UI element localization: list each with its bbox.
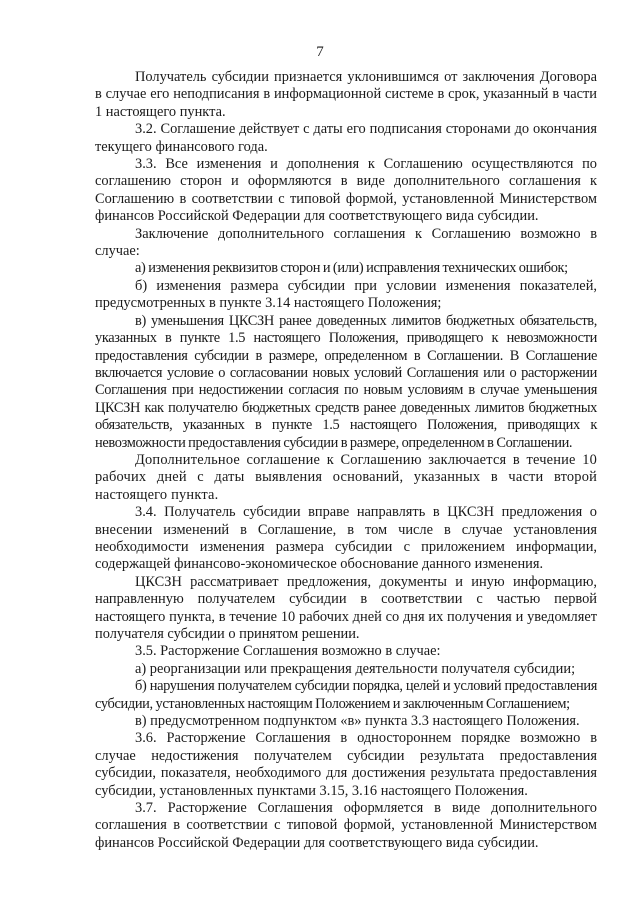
- page-number: 7: [316, 44, 324, 60]
- list-item-3-3-v: в) уменьшения ЦКСЗН ранее доведенных лимитов бюджетных обязательств, указанных в пункте 1.5 настоящего Положения, приводящего к невозможности предоставления субсидии в размере, определенном в Соглашении. В Соглашение включается условие о согласовании новых условий Соглашения или о расторжении Соглашения при недостижении согласия по новым условиям в случае уменьшения ЦКСЗН как получателю бюджетных средств ранее доведенных лимитов бюджетных обязательств, указанных в пункте 1.5 настоящего Положения, приводящих к невозможности предоставления субсидии в размере, определенном в Соглашении.: [95, 312, 597, 451]
- paragraph-3-5: 3.5. Расторжение Соглашения возможно в случае:: [135, 643, 441, 660]
- paragraph-3-2: 3.2. Соглашение действует с даты его подписания сторонами до окончания текущего финансового года.: [95, 121, 597, 155]
- list-item-3-5-b: б) нарушения получателем субсидии порядка, целей и условий предоставления субсидии, установленных настоящим Положением и заключенным Соглашением;: [95, 678, 597, 712]
- paragraph-evasion: Получатель субсидии признается уклонившимся от заключения Договора в случае его неподписания в информационной системе в срок, указанный в части 1 настоящего пункта.: [95, 69, 597, 120]
- paragraph-3-6: 3.6. Расторжение Соглашения в одностороннем порядке возможно в случае недостижения получателем субсидии результата предоставления субсидии, показателя, необходимого для достижения результата предоставления субсидии, установленных пунктами 3.15, 3.16 настоящего Положения.: [95, 730, 597, 799]
- document-body: [95, 69, 597, 852]
- paragraph-cksz-review: ЦКСЗН рассматривает предложения, документы и иную информацию, направленную получателем субсидии в соответствии с частью первой настоящего пункта, в течение 10 рабочих дней со дня их получения и уведомляет получателя субсидии о принятом решении.: [95, 573, 597, 642]
- list-item-3-3-b: б) изменения размера субсидии при условии изменения показателей, предусмотренных в пункте 3.14 настоящего Положения;: [95, 277, 597, 312]
- paragraph-3-7: 3.7. Расторжение Соглашения оформляется в виде дополнительного соглашения в соответствии с типовой формой, установленной Министерством финансов Российской Федерации для соответствующего вида субсидии.: [95, 800, 597, 851]
- paragraph-3-3: 3.3. Все изменения и дополнения к Соглашению осуществляются по соглашению сторон и оформляются в виде дополнительного соглашения к Соглашению в соответствии с типовой формой, установленной Министерством финансов Российской Федерации для соответствующего вида субсидии.: [95, 156, 597, 225]
- paragraph-3-4: 3.4. Получатель субсидии вправе направлять в ЦКСЗН предложения о внесении изменений в Соглашение, в том числе в случае установления необходимости изменения размера субсидии с приложением информации, содержащей финансово-экономическое обоснование данного изменения.: [95, 504, 597, 573]
- list-item-3-5-v: в) предусмотренном подпунктом «в» пункта 3.3 настоящего Положения.: [135, 713, 580, 730]
- list-item-3-3-a: а) изменения реквизитов сторон и (или) исправления технических ошибок;: [135, 260, 568, 277]
- paragraph-additional-agreement-term: Дополнительное соглашение к Соглашению заключается в течение 10 рабочих дней с даты выявления оснований, указанных в части второй настоящего пункта.: [95, 451, 597, 503]
- paragraph-additional-agreement-cases: Заключение дополнительного соглашения к Соглашению возможно в случае:: [95, 225, 597, 260]
- list-item-3-5-a: а) реорганизации или прекращения деятельности получателя субсидии;: [135, 660, 576, 677]
